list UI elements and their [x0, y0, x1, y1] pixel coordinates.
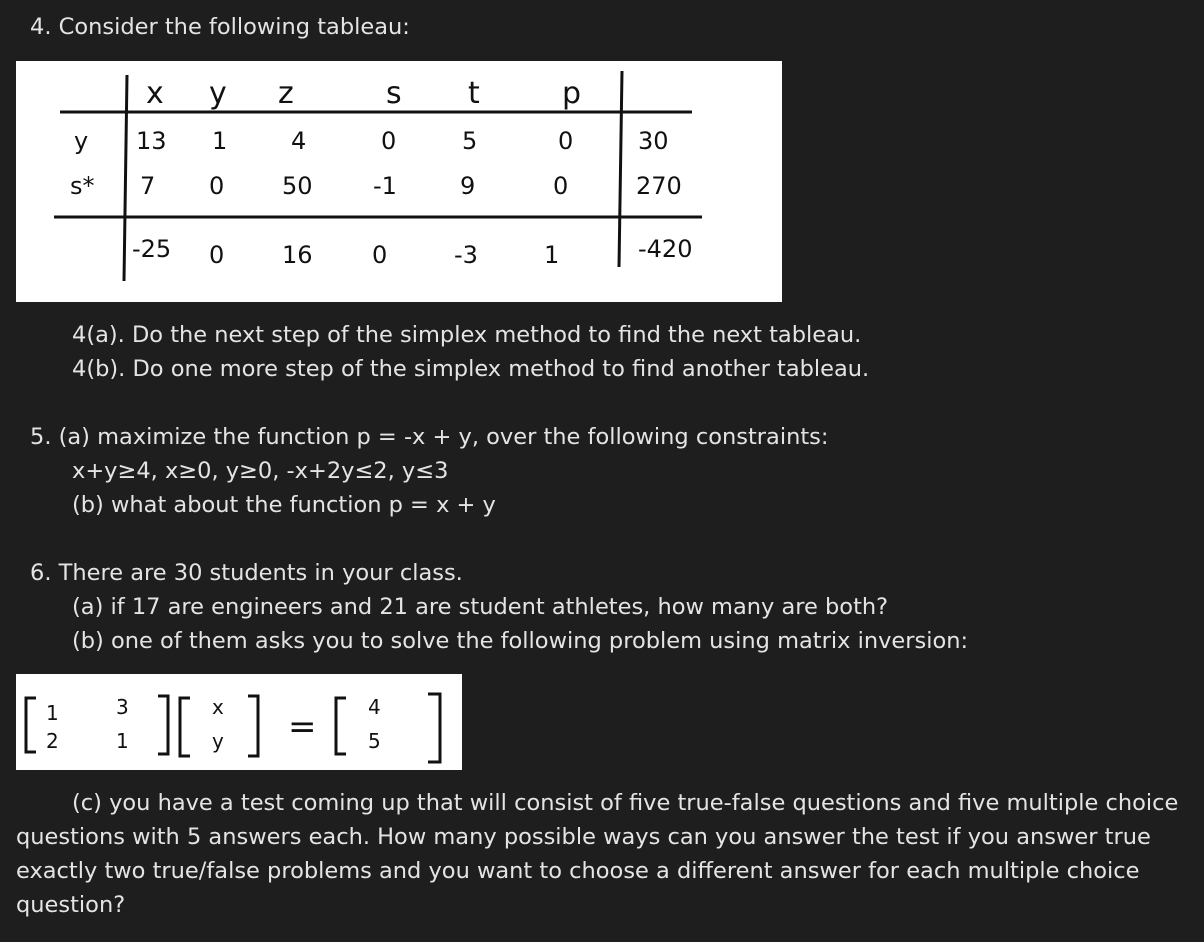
right-divider	[619, 71, 622, 267]
row2-t: 9	[460, 172, 476, 200]
equals-sign: =	[288, 707, 317, 747]
obj-rhs: -420	[638, 235, 693, 263]
q6-heading: 6. There are 30 students in your class.	[30, 560, 463, 586]
row1-y: 1	[212, 127, 228, 155]
q6b-text: (b) one of them asks you to solve the following problem using matrix inversion:	[72, 628, 969, 654]
left-divider	[124, 75, 127, 281]
col-s: s	[386, 76, 402, 111]
col-z: z	[278, 76, 294, 111]
obj-p: 1	[544, 241, 560, 269]
row2-p: 0	[553, 172, 569, 200]
matrix-equation	[16, 674, 462, 770]
row2-label: s*	[70, 172, 95, 200]
q4b-text: 4(b). Do one more step of the simplex method to find another tableau.	[72, 356, 870, 382]
simplex-tableau	[16, 61, 782, 302]
q6c-text: (c) you have a test coming up that will consist of five true-false questions and five multiple choice questions with 5 answers each. How many possible ways can you answer the test if you answer true exactly two true/false problems and you want to choose a different answer for each multiple choice question?	[16, 790, 1179, 918]
a22: 1	[116, 729, 129, 753]
tableau-image	[16, 61, 782, 302]
row2-rhs: 270	[636, 172, 682, 200]
vy: y	[212, 729, 224, 753]
row1-rhs: 30	[638, 127, 669, 155]
q5b-text: (b) what about the function p = x + y	[72, 492, 496, 518]
row1-z: 4	[291, 127, 307, 155]
obj-z: 16	[282, 241, 313, 269]
row1-s: 0	[381, 127, 397, 155]
row1-t: 5	[462, 127, 478, 155]
obj-x: -25	[132, 235, 172, 263]
q4-heading: 4. Consider the following tableau:	[30, 14, 410, 40]
row1-label: y	[74, 127, 89, 155]
col-x: x	[146, 76, 164, 111]
row1-p: 0	[558, 127, 574, 155]
row2-x: 7	[140, 172, 156, 200]
obj-y: 0	[209, 241, 225, 269]
a11: 1	[46, 701, 59, 725]
b2: 5	[368, 729, 381, 753]
row2-z: 50	[282, 172, 313, 200]
matrix-equation-image	[16, 674, 462, 770]
a21: 2	[46, 729, 59, 753]
q5a-text: 5. (a) maximize the function p = -x + y, over the following constraints:	[30, 424, 829, 450]
q6a-text: (a) if 17 are engineers and 21 are student athletes, how many are both?	[72, 594, 889, 620]
q5-constraints: x+y≥4, x≥0, y≥0, -x+2y≤2, y≤3	[72, 458, 449, 484]
col-p: p	[562, 76, 582, 111]
col-y: y	[209, 76, 227, 111]
row2-y: 0	[209, 172, 225, 200]
row2-s: -1	[373, 172, 397, 200]
q4a-text: 4(a). Do the next step of the simplex method to find the next tableau.	[72, 322, 862, 348]
vx: x	[212, 695, 224, 719]
row1-x: 13	[136, 127, 167, 155]
a12: 3	[116, 695, 129, 719]
col-t: t	[468, 76, 480, 111]
obj-t: -3	[454, 241, 478, 269]
b1: 4	[368, 695, 381, 719]
obj-s: 0	[372, 241, 388, 269]
